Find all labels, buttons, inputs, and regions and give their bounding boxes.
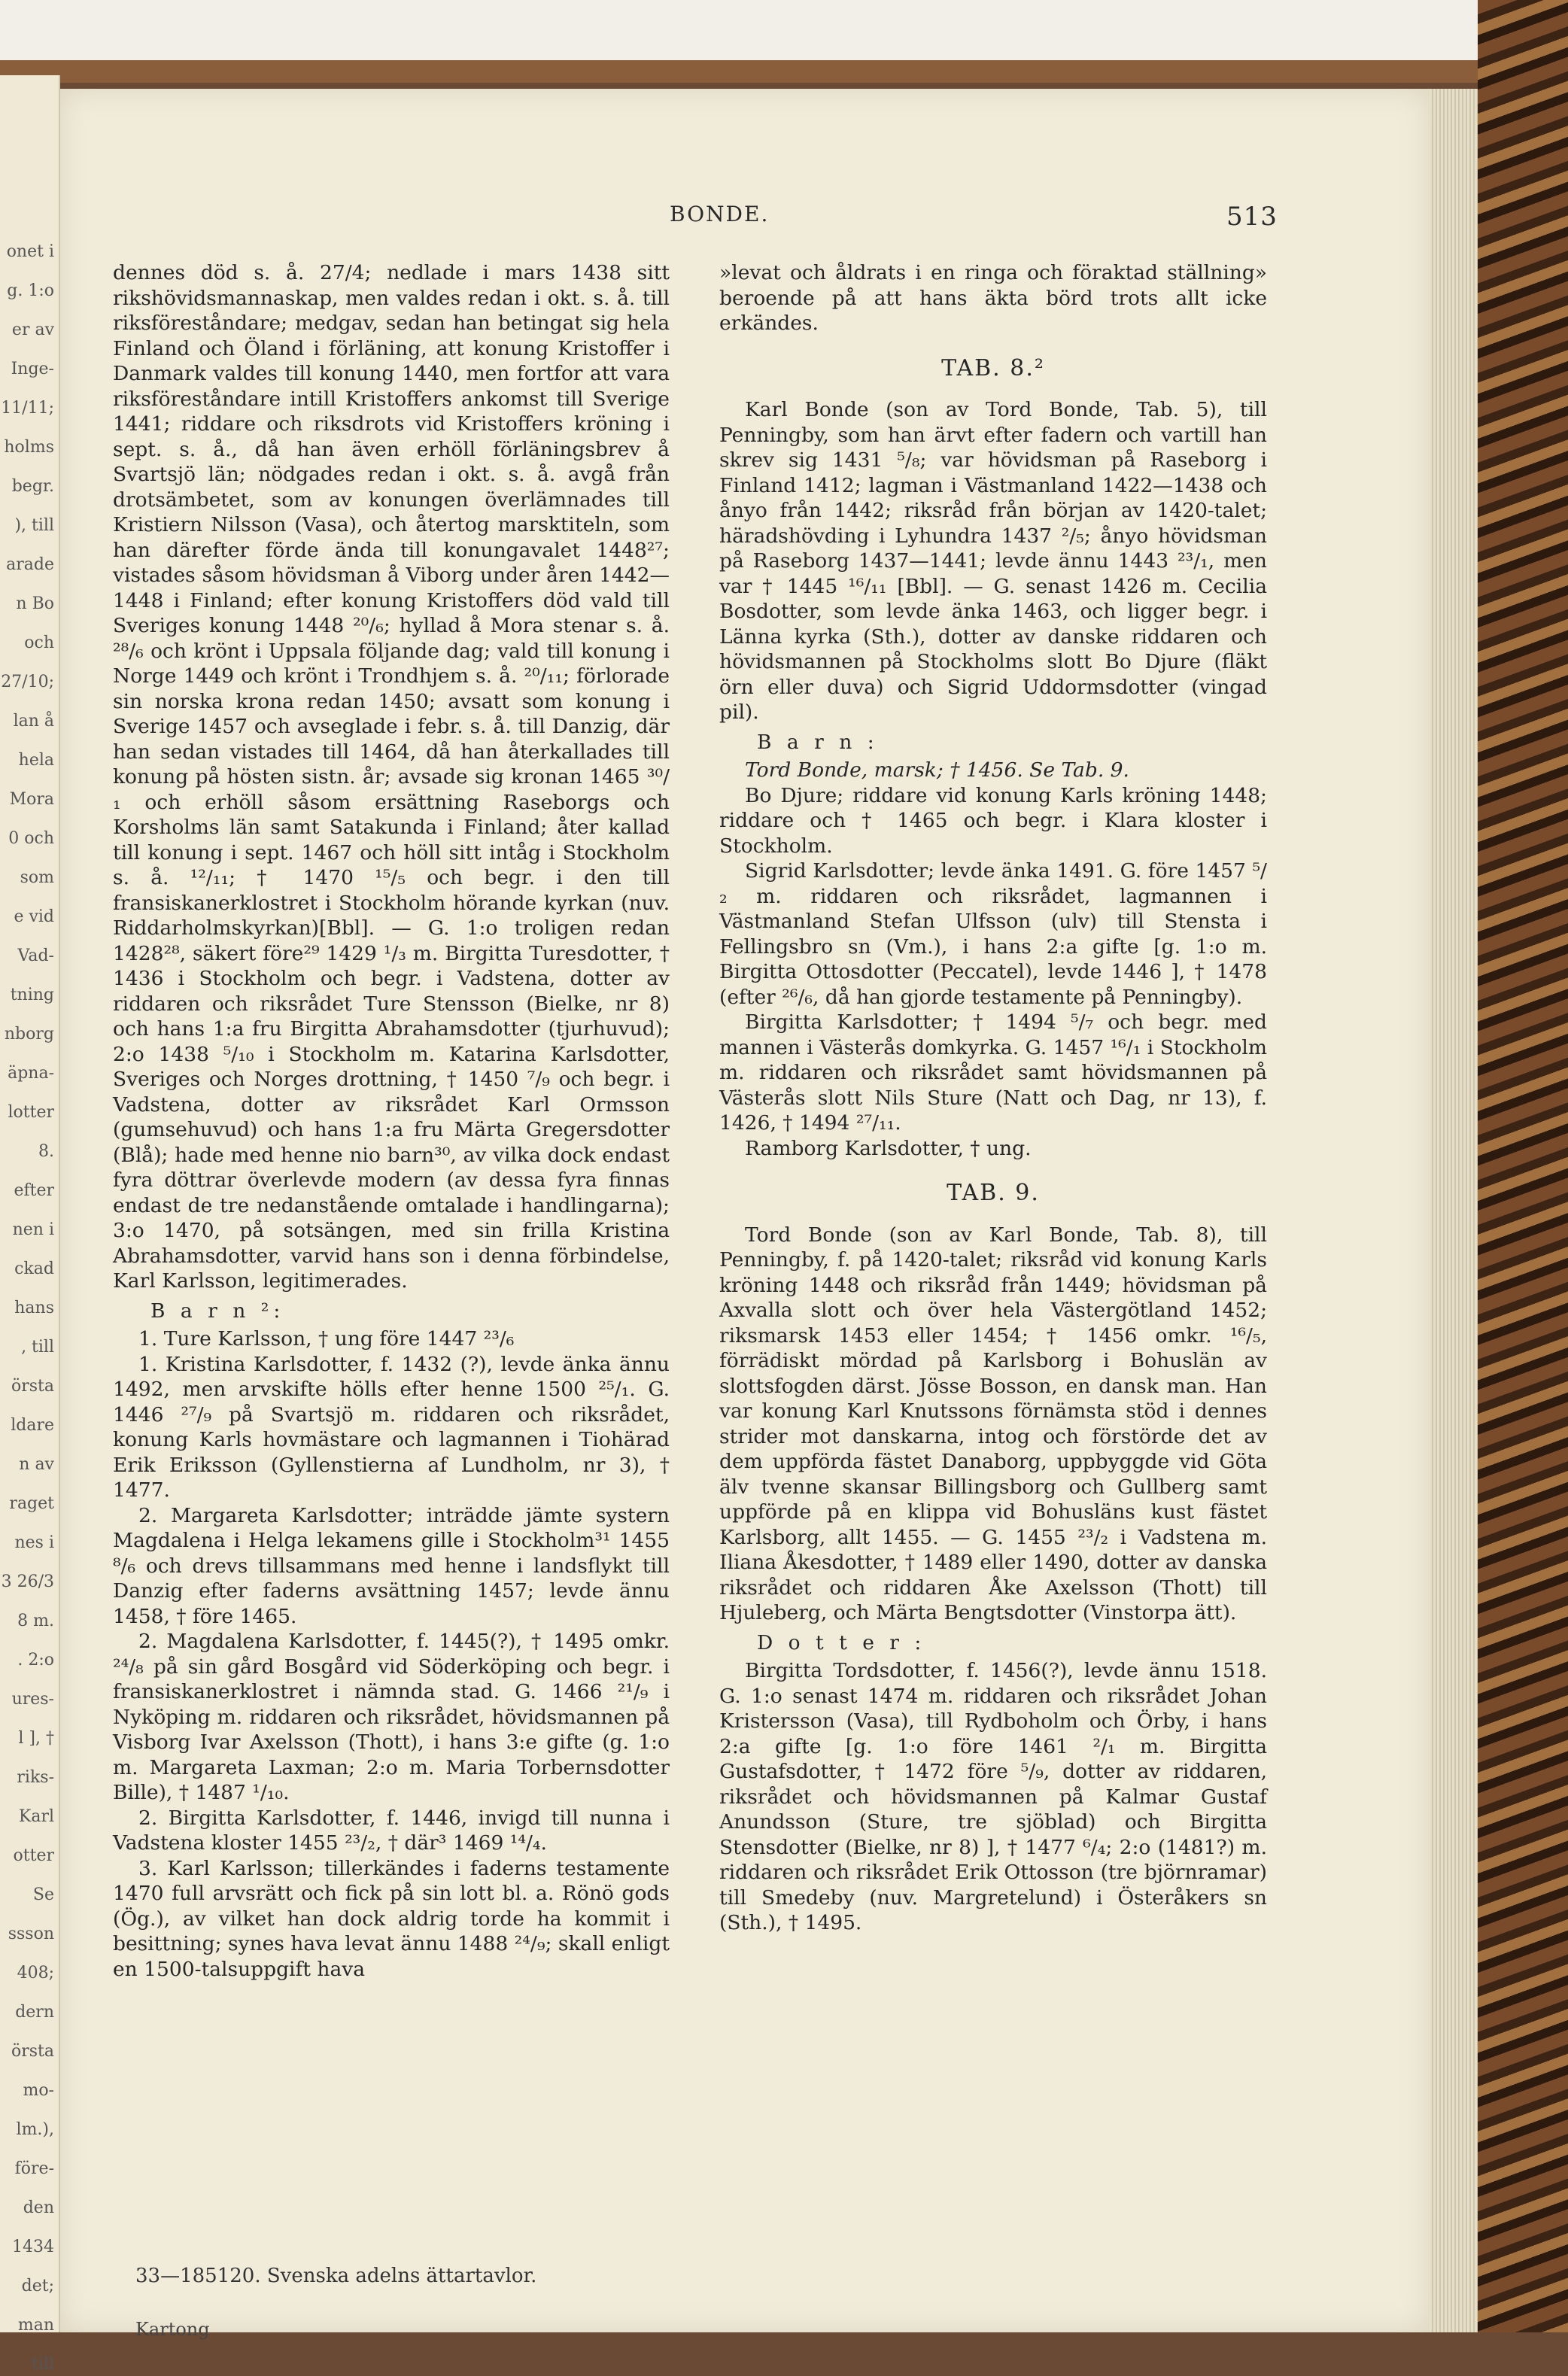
page-number: 513 [1226, 202, 1278, 232]
daughter-label: D o t t e r : [757, 1630, 926, 1654]
child-entry: 1. Ture Karlsson, † ung före 1447 ²³/₆ [138, 1327, 515, 1351]
edge-fragment: 3 26/3 [1, 1572, 54, 1591]
edge-fragment: ures- [11, 1690, 54, 1709]
edge-fragment: 27/10; [1, 673, 54, 691]
edge-fragment: , till [21, 1338, 54, 1357]
edge-fragment: och [24, 633, 54, 652]
edge-fragment: 408; [17, 1964, 54, 1983]
edge-fragment: lm.), [16, 2120, 54, 2139]
child-entry: Birgitta Karlsdotter; † 1494 ⁵/₇ och begr. med mannen i Västerås domkyrka. G. 1457 ¹⁶/₁ i Stockholm m. riddaren och riksrådet samt hövidsmannen på Västerås slott Nils Sture (Natt och Dag, nr 13), f. 1426, † 1494 ²⁷/₁₁. [719, 1010, 1267, 1135]
edge-fragment: 11/11; [1, 399, 54, 418]
edge-fragment: till [32, 2355, 54, 2374]
edge-fragment: hans [14, 1299, 54, 1317]
running-title: BONDE. [670, 202, 770, 226]
edge-fragment: det; [21, 2277, 54, 2295]
table-heading: TAB. 8.² [941, 354, 1045, 381]
children-label: B a r n ²: [150, 1299, 285, 1323]
edge-fragment: arade [6, 555, 54, 574]
edge-fragment: som [20, 868, 54, 887]
edge-fragment: e vid [14, 907, 54, 926]
edge-fragment: ssson [8, 1925, 54, 1943]
edge-fragment: Inge- [11, 360, 54, 378]
edge-fragment: ), till [14, 516, 54, 535]
edge-fragment: 1434 [12, 2238, 54, 2256]
table-heading: TAB. 9. [947, 1180, 1040, 1206]
edge-fragment: lotter [8, 1103, 54, 1122]
cut-off-text: Kartong [135, 2319, 210, 2340]
edge-fragment: er av [11, 321, 54, 339]
edge-fragment: den [23, 2198, 54, 2217]
edge-fragment: nborg [4, 1025, 54, 1044]
edge-fragment: begr. [11, 477, 54, 496]
child-entry: Birgitta Tordsdotter, f. 1456(?), levde ännu 1518. G. 1:o senast 1474 m. riddaren och riksrådet Johan Kristersson (Vasa), till Rydboholm och Örby, i hans 2:a gifte [g. 1:o före 1461 ²/₁ m. Birgitta Gustafsdotter, † 1472 före ⁵/₉, dotter av riddaren, riksrådet och hövidsmannen på Kalmar Gustaf Anundsson (Sture, tre sjöblad) och Birgitta Stensdotter (Bielke, nr 8) ], † 1477 ⁶/₄; 2:o (1481?) m. riddaren och riksrådet Erik Ottosson (tre björnramar) till Smedeby (nuv. Margretelund) i Österåkers sn (Sth.), † 1495. [719, 1659, 1267, 1934]
child-entry: 3. Karl Karlsson; tillerkändes i faderns testamente 1470 full arvsrätt och fick på sin lott bl. a. Rönö gods (Ög.), av vilket han dock aldrig torde ha kommit i besittning; synes hava levat ännu 1488 ²⁴/₉; skall enligt en 1500-talsuppgift hava [113, 1856, 670, 1981]
child-entry: Tord Bonde, marsk; † 1456. Se Tab. 9. [745, 758, 1129, 782]
children-label: B a r n : [757, 730, 879, 754]
edge-fragment: 8 m. [17, 1612, 54, 1630]
edge-fragment: tning [10, 986, 54, 1004]
edge-fragment: otter [13, 1846, 54, 1865]
edge-fragment: n Bo [16, 594, 54, 613]
edge-fragment: hela [18, 751, 54, 770]
edge-fragment: Mora [9, 790, 54, 809]
edge-fragment: Vad- [17, 946, 54, 965]
entry-text: Tord Bonde (son av Karl Bonde, Tab. 8), till Penningby, f. på 1420-talet; riksråd vid konung Karls kröning 1448 och riksråd från 1449; hövidsman på Axvalla slott och över hela Västergötland 1452; riksmarsk 1453 eller 1454; † 1456 omkr. ¹⁶/₅, förrädiskt mördad på Karlsborg i Bohuslän av slottsfogden därst. Jösse Bosson, en dansk man. Han var konung Karl Knutssons förnämsta stöd i dennes strider mot danskarna, intog och förstörde det av dem uppförda fästet Danaborg, uppbyggde vid Göta älv tvenne skansar Billingsborg och Gullberg samt uppförde på en klippa vid Bohusläns kust fästet Karlsborg, allt 1455. — G. 1455 ²³/₂ i Vadstena m. Iliana Åkesdotter, † 1489 eller 1490, dotter av danska riksrådet och riddaren Åke Axelsson (Thott) till Hjuleberg, och Märta Bengtsdotter (Vinstorpa ätt). [719, 1223, 1267, 1624]
edge-fragment: örsta [11, 2042, 54, 2061]
edge-fragment: lan å [13, 712, 54, 731]
edge-fragment: Karl [18, 1807, 54, 1826]
edge-fragment: före- [14, 2159, 54, 2178]
edge-fragment: 8. [38, 1142, 54, 1161]
printer-signature: 33—185120. Svenska adelns ättartavlor. [135, 2265, 537, 2287]
edge-fragment: man [17, 2316, 54, 2335]
child-entry: 1. Kristina Karlsdotter, f. 1432 (?), levde änka ännu 1492, men arvskifte hölls efter henne 1500 ²⁵/₁. G. 1446 ²⁷/₉ på Svartsjö m. riddaren och riksrådet, konung Karls hovmästare och lagmannen i Tiohärad Erik Eriksson (Gyllenstierna af Lundholm, nr 3), † 1477. [113, 1352, 670, 1502]
child-entry: 2. Margareta Karlsdotter; inträdde jämte systern Magdalena i Helga lekamens gille i Stockholm³¹ 1455 ⁸/₆ och drevs tillsammans med henne i landsflykt till Danzig efter faderns avsättning 1457; levde ännu 1458, † före 1465. [113, 1503, 670, 1628]
left-column [113, 260, 670, 1982]
entry-text: Karl Bonde (son av Tord Bonde, Tab. 5), till Penningby, som han ärvt efter fadern och vartill han skrev sig 1431 ⁵/₈; var hövidsman på Raseborg i Finland 1412; lagman i Västmanland 1422—1438 och ånyo från 1442; riksråd från början av 1420-talet; häradshövding i Lyhundra 1437 ²/₅; ånyo hövidsman på Raseborg 1437—1441; levde ännu 1443 ²³/₁, men var † 1445 ¹⁶/₁₁ [Bbl]. — G. senast 1426 m. Cecilia Bosdotter, som levde änka 1463, och ligger begr. i Länna kyrka (Sth.), dotter av danske riddaren och hövidsmannen på Stockholms slott Bo Djure (fläkt örn eller duva) och Sigrid Uddormsdotter (vingad pil). [719, 398, 1267, 724]
edge-fragment: holms [4, 438, 54, 457]
previous-page-edge [0, 75, 60, 2374]
edge-fragment: örsta [11, 1377, 54, 1396]
child-entry: Ramborg Karlsdotter, † ung. [745, 1136, 1032, 1160]
edge-fragment: dern [15, 2003, 54, 2022]
edge-fragment: ckad [14, 1259, 54, 1278]
edge-fragment: n av [19, 1455, 54, 1474]
edge-fragment: riks- [17, 1768, 54, 1787]
leather-cover-right [1478, 0, 1568, 2332]
edge-fragment: g. 1:o [7, 281, 54, 300]
child-entry: Sigrid Karlsdotter; levde änka 1491. G. före 1457 ⁵/₂ m. riddaren och riksrådet, lagmannen i Västmanland Stefan Ulfsson (ulv) till Stensta i Fellingsbro sn (Vm.), i hans 2:a gifte [g. 1:o m. Birgitta Ottosdotter (Peccatel), levde 1446 ], † 1478 (efter ²⁶/₆, då han gjorde testamente på Penningby). [719, 859, 1267, 1009]
edge-fragment: nes i [14, 1533, 54, 1552]
edge-fragment: l ], † [18, 1729, 54, 1748]
child-entry: 2. Magdalena Karlsdotter, f. 1445(?), † 1495 omkr. ²⁴/₈ på sin gård Bosgård vid Söderköping och begr. i fransiskanerklostret i nämnda stad. G. 1466 ²¹/₉ i Nyköping m. riddaren och riksrådet, hövidsmannen på Visborg Ivar Axelsson (Thott), i hans 3:e gifte (g. 1:o m. Margareta Laxman; 2:o m. Maria Torbernsdotter Bille), † 1487 ¹/₁₀. [113, 1630, 670, 1804]
edge-fragment: mo- [23, 2081, 54, 2100]
edge-fragment: äpna- [8, 1064, 54, 1083]
edge-fragment: 0 och [8, 829, 54, 848]
child-entry: 2. Birgitta Karlsdotter, f. 1446, invigd till nunna i Vadstena kloster 1455 ²³/₂, † där³ 1469 ¹⁴/₄. [113, 1806, 670, 1855]
right-column [719, 260, 1267, 1936]
edge-fragment: raget [9, 1494, 54, 1513]
paragraph: dennes död s. å. 27/4; nedlade i mars 1438 sitt rikshövidsmannaskap, men valdes redan i okt. s. å. till riksföreståndare; medgav, sedan han betingat sig hela Finland och Öland i förläning, att konung Kristoffer i Danmark valdes till konung 1440, men fortfor att vara riksföreståndare intill Kristoffers ankomst till Sverige 1441; riddare och riksdrots vid Kristoffers kröning i sept. s. å., då han även erhöll förläningsbrev å Svartsjö län; nödgades redan i okt. s. å. avgå från drotsämbetet, som av konungen överlämnades till Kristiern Nilsson (Vasa), och återtog marsktiteln, som han därefter förde ända till konungavalet 1448²⁷; vistades såsom hövidsman å Viborg under åren 1442—1448 i Finland; efter konung Kristoffers död vald till Sveriges konung 1448 ²⁰/₆; hyllad å Mora stenar s. å. ²⁸/₆ och krönt i Uppsala följande dag; vald till konung i Norge 1449 och krönt i Trondhjem s. å. ²⁰/₁₁; förlorade sin norska krona redan 1450; avsatt som konung i Sverige 1457 och avseglade i febr. s. å. till Danzig, där han sedan vistades till 1464, då han återkallades till konung på hösten sistn. år; avsade sig kronan 1465 ³⁰/₁ och erhöll såsom ersättning Raseborgs och Korsholms län samt Satakunda i Finland; åter kallad till konung i sept. 1467 och höll sitt intåg i Stockholm s. å. ¹²/₁₁; † 1470 ¹⁵/₅ och begr. i den till fransiskanerklostret i Stockholm hörande kyrkan (nuv. Riddarholmskyrkan)[Bbl]. — G. 1:o troligen redan 1428²⁸, säkert före²⁹ 1429 ¹/₃ m. Birgitta Turesdotter, † 1436 i Stockholm och begr. i Vadstena, dotter av riddaren och riksrådet Ture Stensson (Bielke, nr 8) och hans 1:a fru Birgitta Abrahamsdotter (tjurhuvud); 2:o 1438 ⁵/₁₀ i Stockholm m. Katarina Karlsdotter, Sveriges och Norges drottning, † 1450 ⁷/₉ och begr. i Vadstena, dotter av riksrådet Karl Ormsson (gumsehuvud) och hans 1:a fru Märta Gregersdotter (Blå); hade med henne nio barn³⁰, av vilka dock endast fyra döttrar överlevde modern (av dessa fyra finnas endast de tre nedanstående omtalade i handlingarna); 3:o 1470, på sotsängen, med sin frilla Kristina Abrahamsdotter, varvid hans son i denna förbindelse, Karl Karlsson, legitimerades. [113, 261, 670, 1293]
edge-fragment: Se [32, 1885, 54, 1904]
paragraph: »levat och åldrats i en ringa och föraktad ställning» beroende på att hans äkta börd trots allt icke erkändes. [719, 261, 1267, 335]
edge-fragment: onet i [6, 242, 54, 261]
edge-fragment: efter [14, 1181, 54, 1200]
page-stack-edge [1430, 89, 1478, 2332]
book-top-edge [0, 0, 1568, 83]
edge-fragment: . 2:o [17, 1651, 54, 1670]
edge-fragment: nen i [12, 1220, 54, 1239]
edge-fragment: ldare [11, 1416, 54, 1435]
child-entry: Bo Djure; riddare vid konung Karls kröning 1448; riddare och † 1465 och begr. i Klara kloster i Stockholm. [719, 783, 1267, 858]
